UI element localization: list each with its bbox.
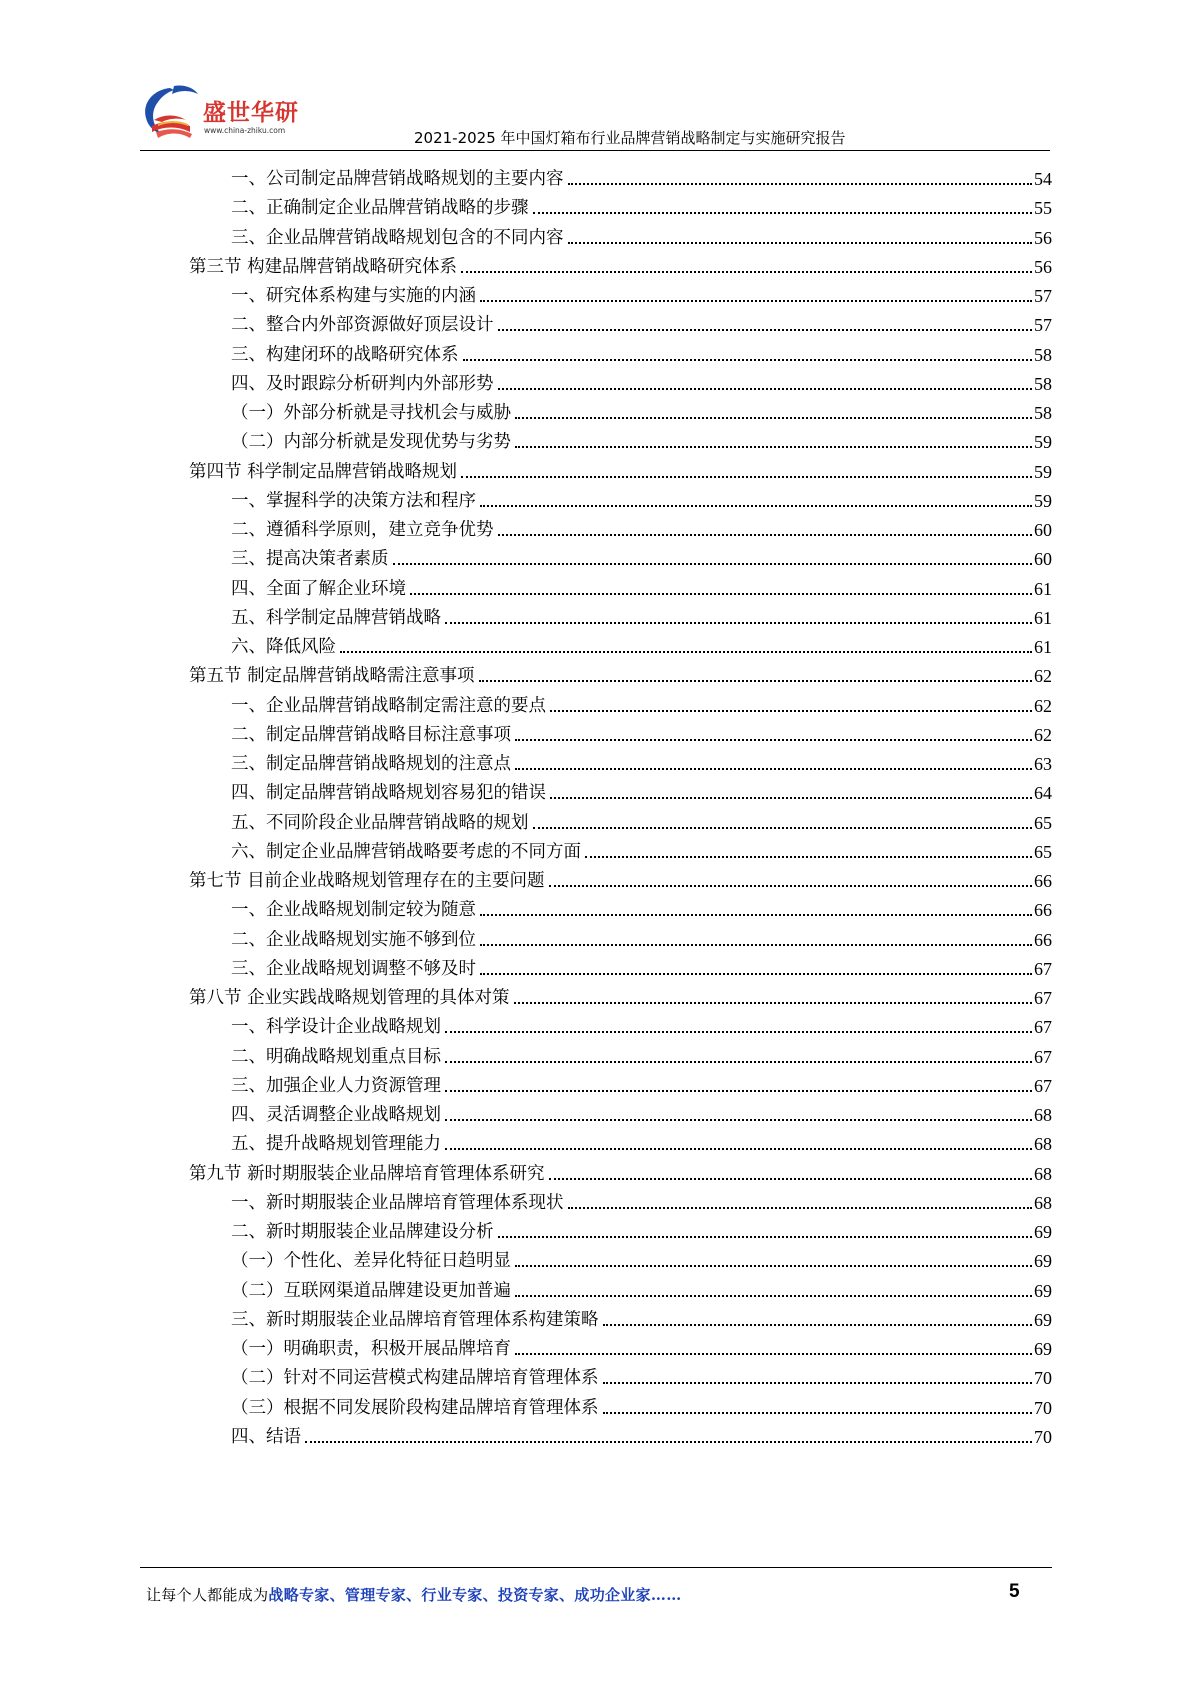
toc-entry-page: 68	[1034, 1192, 1052, 1213]
toc-entry-title: 二、明确战略规划重点目标	[231, 1046, 441, 1067]
toc-entry-page: 60	[1034, 520, 1052, 540]
toc-entry[interactable]	[231, 540, 1052, 571]
toc-entry-title: 二、整合内外部资源做好顶层设计	[231, 315, 494, 336]
toc-entry[interactable]	[231, 511, 1052, 542]
toc-entry[interactable]	[231, 482, 1052, 513]
toc-dot-leader	[568, 1207, 1033, 1209]
toc-entry[interactable]	[189, 248, 1052, 279]
toc-entry-page: 69	[1034, 1251, 1052, 1272]
toc-entry-title: 二、正确制定企业品牌营销战略的步骤	[231, 198, 529, 219]
toc-entry[interactable]	[189, 1155, 1052, 1186]
footer-divider	[140, 1567, 1052, 1568]
toc-dot-leader	[410, 593, 1032, 595]
toc-entry[interactable]	[231, 423, 1052, 454]
toc-entry-page: 65	[1034, 812, 1052, 833]
toc-entry-title: 三、加强企业人力资源管理	[231, 1075, 441, 1096]
toc-dot-leader	[445, 622, 1032, 624]
toc-entry[interactable]	[231, 687, 1052, 718]
toc-entry-page: 59	[1034, 490, 1052, 511]
toc-entry[interactable]	[231, 833, 1052, 864]
toc-dot-leader	[550, 797, 1032, 799]
toc-entry[interactable]	[231, 1067, 1052, 1098]
toc-entry-page: 67	[1034, 1075, 1052, 1096]
toc-dot-leader	[603, 1412, 1033, 1414]
toc-entry-page: 59	[1034, 432, 1052, 453]
toc-dot-leader	[568, 183, 1033, 185]
footer-slogan-prefix: 让每个人都能成为	[146, 1586, 269, 1604]
toc-entry-page: 56	[1034, 227, 1052, 248]
toc-entry-title: 五、提升战略规划管理能力	[231, 1134, 441, 1155]
toc-dot-leader	[568, 242, 1033, 244]
toc-entry-page: 69	[1034, 1280, 1052, 1301]
toc-entry-page: 69	[1034, 1222, 1052, 1242]
logo-website-url: www.china-zhiku.com	[204, 126, 286, 135]
toc-entry[interactable]	[231, 716, 1052, 747]
toc-entry-title: 三、企业战略规划调整不够及时	[231, 958, 476, 979]
toc-entry-page: 58	[1034, 344, 1052, 365]
toc-entry-page: 55	[1034, 198, 1052, 219]
toc-entry[interactable]	[231, 1213, 1052, 1244]
toc-dot-leader	[515, 739, 1032, 741]
toc-entry-title: （二）针对不同运营模式构建品牌培育管理体系	[231, 1368, 599, 1389]
toc-entry-page: 57	[1034, 286, 1052, 306]
toc-entry[interactable]	[189, 979, 1052, 1010]
toc-entry-page: 69	[1034, 1339, 1052, 1359]
toc-entry[interactable]	[231, 921, 1052, 952]
toc-entry[interactable]	[231, 189, 1052, 220]
toc-entry-page: 66	[1034, 929, 1052, 950]
toc-entry[interactable]	[231, 774, 1052, 805]
toc-entry[interactable]	[231, 160, 1052, 191]
toc-dot-leader	[515, 417, 1032, 419]
toc-dot-leader	[480, 944, 1032, 946]
toc-entry[interactable]	[231, 745, 1052, 776]
company-logo	[140, 84, 310, 144]
toc-entry-title: 一、企业战略规划制定较为随意	[231, 900, 476, 921]
toc-entry-title: 二、制定品牌营销战略目标注意事项	[231, 724, 511, 745]
toc-dot-leader	[480, 914, 1032, 916]
toc-entry-title: 一、研究体系构建与实施的内涵	[231, 286, 476, 306]
toc-entry-page: 61	[1034, 637, 1052, 657]
toc-dot-leader	[445, 1119, 1032, 1121]
toc-entry[interactable]	[231, 891, 1052, 922]
toc-dot-leader	[445, 1148, 1032, 1150]
toc-entry[interactable]	[231, 599, 1052, 630]
toc-entry-title: 二、遵循科学原则，建立竞争优势	[231, 520, 494, 540]
toc-dot-leader	[480, 505, 1032, 507]
toc-entry[interactable]	[231, 950, 1052, 981]
toc-entry-title: 四、全面了解企业环境	[231, 578, 406, 599]
toc-entry-page: 58	[1034, 403, 1052, 423]
toc-entry-title: 第四节 科学制定品牌营销战略规划	[189, 461, 458, 482]
toc-entry-page: 68	[1034, 1105, 1052, 1125]
toc-entry-title: 三、新时期服装企业品牌培育管理体系构建策略	[231, 1309, 599, 1330]
toc-dot-leader	[515, 1265, 1032, 1267]
toc-entry[interactable]	[231, 1301, 1052, 1332]
toc-entry-title: 四、制定品牌营销战略规划容易犯的错误	[231, 783, 546, 804]
toc-dot-leader	[480, 973, 1032, 975]
page-number: 5	[1009, 1581, 1020, 1602]
toc-entry-page: 68	[1034, 1134, 1052, 1155]
toc-entry-page: 67	[1034, 1046, 1052, 1067]
toc-entry-page: 66	[1034, 900, 1052, 921]
page-header	[0, 0, 1191, 150]
toc-entry[interactable]	[231, 1184, 1052, 1215]
toc-dot-leader	[550, 710, 1032, 712]
toc-entry[interactable]	[231, 277, 1052, 308]
toc-entry-title: 第三节 构建品牌营销战略研究体系	[189, 256, 458, 277]
toc-dot-leader	[533, 212, 1033, 214]
toc-dot-leader	[549, 1178, 1032, 1180]
toc-entry-title: 一、新时期服装企业品牌培育管理体系现状	[231, 1192, 564, 1213]
toc-entry-page: 67	[1034, 988, 1052, 1008]
toc-entry[interactable]	[231, 1272, 1052, 1303]
toc-entry-page: 68	[1034, 1163, 1052, 1184]
toc-entry-title: 三、企业品牌营销战略规划包含的不同内容	[231, 227, 564, 248]
toc-entry-page: 59	[1034, 461, 1052, 482]
toc-entry-page: 62	[1034, 666, 1052, 687]
toc-dot-leader	[498, 1236, 1033, 1238]
toc-entry-page: 67	[1034, 958, 1052, 979]
toc-entry[interactable]	[231, 1330, 1052, 1361]
toc-entry-title: 第七节 目前企业战略规划管理存在的主要问题	[189, 871, 545, 891]
toc-entry-title: 二、企业战略规划实施不够到位	[231, 929, 476, 950]
toc-entry-page: 70	[1034, 1426, 1052, 1447]
toc-entry-title: 三、制定品牌营销战略规划的注意点	[231, 754, 511, 774]
toc-entry-title: （一）外部分析就是寻找机会与威胁	[231, 403, 511, 423]
toc-entry-title: 五、科学制定品牌营销战略	[231, 607, 441, 628]
toc-entry-page: 66	[1034, 871, 1052, 891]
toc-entry[interactable]	[231, 1242, 1052, 1273]
toc-entry-title: 五、不同阶段企业品牌营销战略的规划	[231, 812, 529, 833]
toc-entry-page: 65	[1034, 841, 1052, 862]
toc-dot-leader	[445, 1061, 1032, 1063]
toc-dot-leader	[515, 1295, 1032, 1297]
toc-dot-leader	[515, 1353, 1032, 1355]
toc-dot-leader	[445, 1090, 1032, 1092]
toc-entry-title: 第九节 新时期服装企业品牌培育管理体系研究	[189, 1163, 545, 1184]
toc-entry[interactable]	[231, 336, 1052, 367]
toc-entry[interactable]	[231, 628, 1052, 659]
logo-emblem-icon	[140, 84, 204, 144]
header-divider	[140, 150, 1050, 151]
toc-dot-leader	[603, 1382, 1033, 1384]
toc-entry-title: （二）内部分析就是发现优势与劣势	[231, 432, 511, 453]
toc-entry[interactable]	[231, 365, 1052, 396]
toc-entry-title: （二）互联网渠道品牌建设更加普遍	[231, 1280, 511, 1301]
report-title: 2021-2025 年中国灯箱布行业品牌营销战略制定与实施研究报告	[414, 129, 846, 147]
toc-entry-page: 62	[1034, 695, 1052, 716]
toc-entry[interactable]	[189, 657, 1052, 688]
toc-entry-title: 第五节 制定品牌营销战略需注意事项	[189, 666, 475, 687]
toc-entry-page: 62	[1034, 724, 1052, 745]
toc-entry[interactable]	[231, 1008, 1052, 1039]
toc-entry-title: 四、结语	[231, 1426, 301, 1447]
toc-entry-page: 58	[1034, 373, 1052, 394]
toc-entry-title: 六、降低风险	[231, 637, 336, 657]
toc-entry-page: 63	[1034, 754, 1052, 774]
toc-dot-leader	[480, 300, 1032, 302]
toc-entry[interactable]	[231, 394, 1052, 425]
toc-entry-page: 54	[1034, 169, 1052, 189]
toc-entry-page: 70	[1034, 1368, 1052, 1389]
toc-entry[interactable]	[231, 1096, 1052, 1127]
toc-dot-leader	[445, 1031, 1032, 1033]
toc-entry[interactable]	[231, 219, 1052, 250]
toc-entry-title: 一、科学设计企业战略规划	[231, 1017, 441, 1038]
toc-entry-page: 56	[1034, 256, 1052, 277]
toc-entry-page: 61	[1034, 578, 1052, 599]
toc-entry-title: 二、新时期服装企业品牌建设分析	[231, 1222, 494, 1242]
toc-entry[interactable]	[231, 306, 1052, 337]
toc-entry[interactable]	[189, 453, 1052, 484]
toc-dot-leader	[305, 1441, 1032, 1443]
toc-entry-title: 三、提高决策者素质	[231, 549, 389, 570]
toc-dot-leader	[514, 1002, 1032, 1004]
toc-entry[interactable]	[231, 1359, 1052, 1390]
toc-entry-title: 四、及时跟踪分析研判内外部形势	[231, 373, 494, 394]
toc-entry-page: 69	[1034, 1309, 1052, 1330]
toc-dot-leader	[585, 856, 1032, 858]
toc-dot-leader	[549, 885, 1032, 887]
toc-entry-title: （一）明确职责，积极开展品牌培育	[231, 1339, 511, 1359]
toc-entry-title: 第八节 企业实践战略规划管理的具体对策	[189, 988, 510, 1008]
toc-dot-leader	[340, 651, 1032, 653]
toc-entry-title: 四、灵活调整企业战略规划	[231, 1105, 441, 1125]
toc-dot-leader	[603, 1324, 1033, 1326]
toc-entry-page: 61	[1034, 607, 1052, 628]
toc-entry[interactable]	[231, 1125, 1052, 1156]
toc-entry[interactable]	[231, 804, 1052, 835]
footer-slogan-highlight: 战略专家、管理专家、行业专家、投资专家、成功企业家……	[268, 1586, 682, 1604]
toc-entry-title: 一、公司制定品牌营销战略规划的主要内容	[231, 169, 564, 189]
toc-dot-leader	[461, 271, 1032, 273]
toc-entry-title: （一）个性化、差异化特征日趋明显	[231, 1251, 511, 1272]
toc-entry-title: 六、制定企业品牌营销战略要考虑的不同方面	[231, 841, 581, 862]
logo-brand-name: 盛世华研	[203, 100, 299, 126]
toc-dot-leader	[461, 476, 1032, 478]
toc-dot-leader	[393, 563, 1033, 565]
toc-dot-leader	[463, 359, 1033, 361]
toc-entry[interactable]	[189, 862, 1052, 893]
toc-entry-page: 57	[1034, 315, 1052, 336]
toc-entry-title: （三）根据不同发展阶段构建品牌培育管理体系	[231, 1397, 599, 1418]
toc-dot-leader	[515, 446, 1032, 448]
toc-entry-title: 一、企业品牌营销战略制定需注意的要点	[231, 695, 546, 716]
footer-slogan	[146, 1584, 682, 1605]
toc-dot-leader	[479, 680, 1032, 682]
toc-entry-page: 60	[1034, 549, 1052, 570]
toc-dot-leader	[498, 534, 1033, 536]
toc-dot-leader	[515, 768, 1032, 770]
toc-entry-page: 64	[1034, 783, 1052, 804]
toc-entry[interactable]	[231, 570, 1052, 601]
toc-dot-leader	[498, 329, 1033, 331]
toc-entry-title: 一、掌握科学的决策方法和程序	[231, 490, 476, 511]
toc-dot-leader	[498, 388, 1033, 390]
toc-dot-leader	[533, 827, 1033, 829]
toc-entry-title: 三、构建闭环的战略研究体系	[231, 344, 459, 365]
toc-entry[interactable]	[231, 1038, 1052, 1069]
toc-entry[interactable]	[231, 1389, 1052, 1420]
toc-entry[interactable]	[231, 1418, 1052, 1449]
toc-entry-page: 70	[1034, 1397, 1052, 1418]
toc-entry-page: 67	[1034, 1017, 1052, 1038]
